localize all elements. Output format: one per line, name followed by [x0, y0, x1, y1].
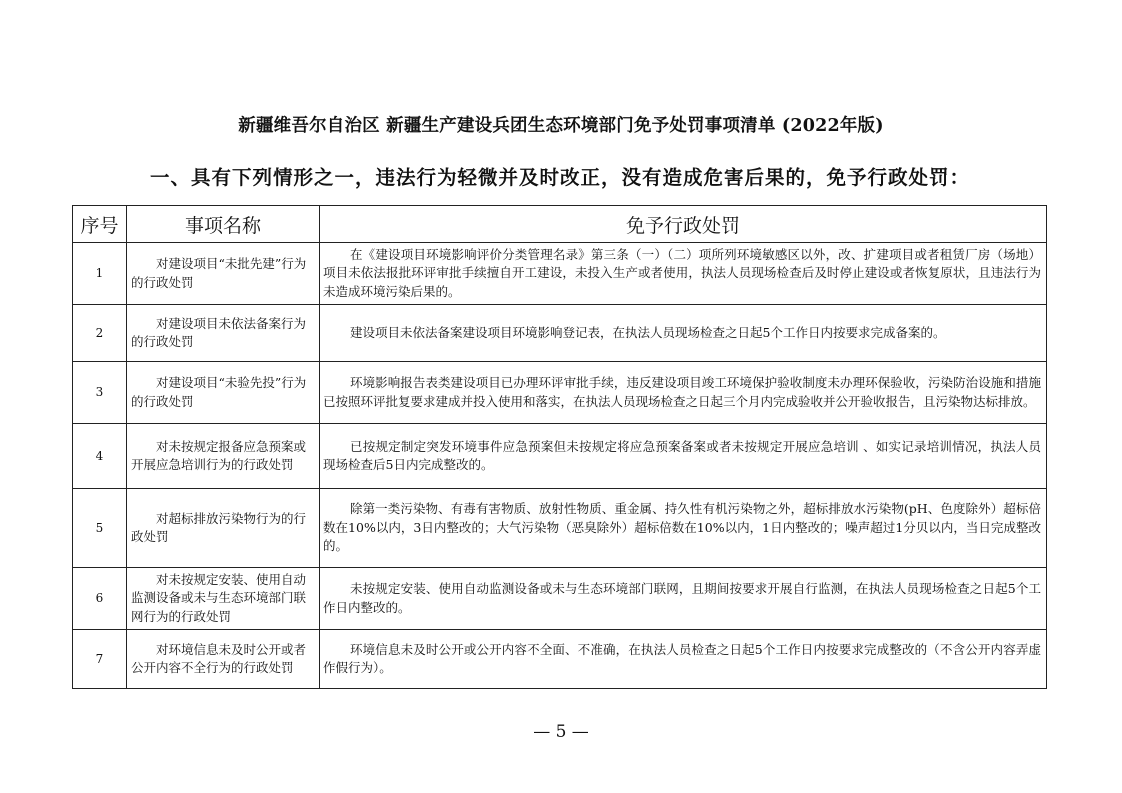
exemption-description: 未按规定安装、使用自动监测设备或未与生态环境部门联网，且期间按要求开展自行监测，在执法人员现场检查之日起5个工作日内整改的。 — [320, 568, 1047, 630]
table-row — [73, 305, 1047, 362]
item-name: 对建设项目“未验先投”行为的行政处罚 — [127, 362, 320, 424]
item-name: 对建设项目未依法备案行为的行政处罚 — [127, 305, 320, 362]
row-number: 7 — [73, 630, 127, 689]
exemption-description: 除第一类污染物、有毒有害物质、放射性物质、重金属、持久性有机污染物之外，超标排放水污染物(pH、色度除外）超标倍数在10%以内，3日内整改的；大气污染物（恶臭除外）超标倍数在10%以内，1日内整改的；噪声超过1分贝以内，当日完成整改的。 — [320, 489, 1047, 568]
exemption-description: 环境影响报告表类建设项目已办理环评审批手续，违反建设项目竣工环境保护验收制度未办理环保验收，污染防治设施和措施已按照环评批复要求建成并投入使用和落实，在执法人员现场检查之日起三个月内完成验收并公开验收报告，且污染物达标排放。 — [320, 362, 1047, 424]
table-row — [73, 568, 1047, 630]
item-name: 对环境信息未及时公开或者公开内容不全行为的行政处罚 — [127, 630, 320, 689]
table-row — [73, 362, 1047, 424]
item-name: 对未按规定安装、使用自动监测设备或未与生态环境部门联网行为的行政处罚 — [127, 568, 320, 630]
exemption-description: 已按规定制定突发环境事件应急预案但未按规定将应急预案备案或者未按规定开展应急培训 、如实记录培训情况，执法人员现场检查后5日内完成整改的。 — [320, 424, 1047, 489]
exemption-description: 环境信息未及时公开或公开内容不全面、不准确，在执法人员检查之日起5个工作日内按要求完成整改的（不含公开内容弄虚作假行为）。 — [320, 630, 1047, 689]
row-number: 5 — [73, 489, 127, 568]
penalty-exemption-table — [72, 205, 1047, 689]
document-title: 新疆维吾尔自治区 新疆生产建设兵团生态环境部门免予处罚事项清单 (2022年版) — [238, 116, 884, 136]
table-row — [73, 630, 1047, 689]
header-exemption: 免予行政处罚 — [320, 206, 1047, 243]
table-row — [73, 489, 1047, 568]
header-item-name: 事项名称 — [127, 206, 320, 243]
header-serial-number: 序号 — [73, 206, 127, 243]
table-row — [73, 424, 1047, 489]
item-name: 对未按规定报备应急预案或开展应急培训行为的行政处罚 — [127, 424, 320, 489]
item-name: 对超标排放污染物行为的行政处罚 — [127, 489, 320, 568]
page-number: — 5 — — [533, 722, 589, 742]
table-header-row — [73, 206, 1047, 243]
exemption-description: 在《建设项目环境影响评价分类管理名录》第三条（一）（二）项所列环境敏感区以外，改、扩建项目或者租赁厂房（场地）项目未依法报批环评审批手续擅自开工建设，未投入生产或者使用，执法人员现场检查后及时停止建设或者恢复原状，且违法行为未造成环境污染后果的。 — [320, 243, 1047, 305]
item-name: 对建设项目“未批先建”行为的行政处罚 — [127, 243, 320, 305]
row-number: 2 — [73, 305, 127, 362]
table-row — [73, 243, 1047, 305]
section-heading: 一、具有下列情形之一，违法行为轻微并及时改正，没有造成危害后果的，免予行政处罚： — [150, 166, 971, 189]
row-number: 6 — [73, 568, 127, 630]
row-number: 3 — [73, 362, 127, 424]
exemption-description: 建设项目未依法备案建设项目环境影响登记表，在执法人员现场检查之日起5个工作日内按要求完成备案的。 — [320, 305, 1047, 362]
row-number: 4 — [73, 424, 127, 489]
row-number: 1 — [73, 243, 127, 305]
